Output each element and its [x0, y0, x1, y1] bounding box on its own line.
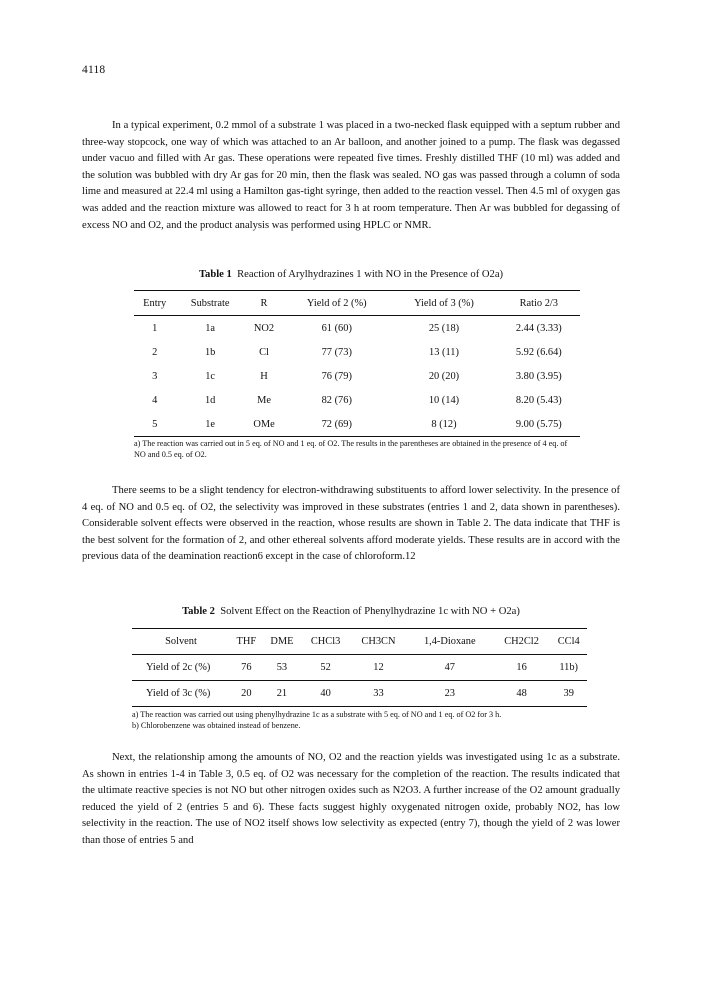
table-cell: 72 (69): [283, 412, 390, 437]
table-cell: 2.44 (3.33): [515, 322, 562, 334]
table-2-col-ch3cn: CH3CN: [350, 629, 407, 655]
table-cell: 82 (76): [321, 394, 352, 406]
table-1: [134, 290, 580, 437]
table-cell: Me: [257, 394, 271, 406]
table-cell: 39: [550, 681, 587, 707]
table-1-col-yield-2: Yield of 2 (%): [283, 291, 390, 316]
table-1-col-r: R: [245, 291, 283, 316]
table-cell: Yield of 3c (%): [132, 681, 230, 707]
paragraph-2: There seems to be a slight tendency for electron-withdrawing substituents to afford lower selectivity. In the presence of 4 eq. of NO and 0.5 eq. of O2, the selectivity was improved in these substrates (entries 1 and 2, data shown in parentheses). Considerable solvent effects were observed in the reaction, whose results are shown in Table 2. The data indicate that THF is the best solvent for the formation of 2, and other ethereal solvents afford moderate yields. These results are in accord with the previous data of the deamination reaction6 except in the case of chloroform.12: [82, 485, 620, 563]
table-cell: 12: [350, 655, 407, 681]
table-cell: 16: [493, 655, 551, 681]
table-cell: 1d: [204, 394, 216, 406]
table-1-footnote: a) The reaction was carried out in 5 eq. of NO and 1 eq. of O2. The results in the parentheses are obtained in the presence of 4 eq. of NO and 0.5 eq. of O2.: [134, 439, 568, 459]
table-cell: 76: [230, 655, 263, 681]
table-2-caption: Table 2 Solvent Effect on the Reaction of Phenylhydrazine 1c with NO + O2a): [182, 606, 520, 617]
table-cell: 1c: [205, 370, 216, 382]
table-cell: 5: [134, 412, 175, 437]
table-1-col-yield-3: Yield of 3 (%): [390, 291, 497, 316]
table-1-col-substrate: Substrate: [175, 291, 244, 316]
table-row: [134, 388, 580, 412]
table-cell: 4: [152, 394, 158, 406]
table-cell: Cl: [259, 346, 269, 358]
table-cell: 20 (20): [428, 370, 460, 382]
table-cell: 1e: [175, 412, 244, 437]
table-row: [134, 340, 580, 364]
table-cell: 5.92 (6.64): [515, 346, 562, 358]
table-1-col-ratio: Ratio 2/3: [498, 291, 580, 316]
table-1-header-row: [134, 291, 580, 316]
table-cell: NO2: [253, 322, 275, 334]
table-2: [132, 628, 587, 707]
table-cell: 53: [263, 655, 301, 681]
table-row: [132, 681, 587, 707]
table-cell: OMe: [245, 412, 283, 437]
table-cell: 48: [493, 681, 551, 707]
table-cell: 10 (14): [428, 394, 460, 406]
table-2-col-chcl3: CHCl3: [301, 629, 350, 655]
table-cell: 3: [152, 370, 158, 382]
table-cell: 76 (79): [321, 370, 352, 382]
table-1-col-entry: Entry: [134, 291, 175, 316]
table-cell: 8 (12): [390, 412, 497, 437]
paragraph-3: Next, the relationship among the amounts of NO, O2 and the reaction yields was investigated using 1c as a substrate. As shown in entries 1-4 in Table 3, 0.5 eq. of O2 was necessary for the completion of the reaction. The results indicated that the ultimate reactive species is not NO but other nitrogen oxides such as N2O3. A further increase of the O2 amount gradually reduced the yield of 2 (entries 5 and 6). These facts suggest highly oxygenated nitrogen oxide, probably NO2, has low selectivity in the reaction. The use of NO2 itself shows low selectivity as expected (entry 7), though the yield of 2 was lower than those of entries 5 and: [82, 752, 620, 846]
table-row: [132, 655, 587, 681]
table-cell: 20: [230, 681, 263, 707]
table-cell: 1: [152, 322, 158, 334]
table-cell: 1b: [204, 346, 216, 358]
table-cell: 77 (73): [321, 346, 352, 358]
table-2-col-dioxane: 1,4-Dioxane: [407, 629, 493, 655]
table-cell: 11b): [550, 655, 587, 681]
table-1-caption: Table 1 Reaction of Arylhydrazines 1 with NO in the Presence of O2a): [198, 269, 504, 280]
table-row: [134, 364, 580, 388]
table-cell: 8.20 (5.43): [515, 394, 562, 406]
table-cell: H: [260, 370, 268, 382]
table-cell: 13 (11): [429, 346, 459, 358]
table-2-col-solvent: Solvent: [132, 629, 230, 655]
table-cell: 3.80 (3.95): [515, 370, 562, 382]
table-cell: 33: [350, 681, 407, 707]
table-cell: 52: [301, 655, 350, 681]
table-row: [134, 412, 580, 437]
table-2-footnote-b: b) Chlorobenzene was obtained instead of benzene.: [132, 721, 301, 730]
table-cell: 21: [263, 681, 301, 707]
page-number: 4118: [82, 64, 106, 76]
table-2-header-row: [132, 629, 587, 655]
table-row: [134, 316, 580, 341]
table-cell: 61 (60): [321, 322, 352, 334]
table-2-col-ccl4: CCl4: [550, 629, 587, 655]
table-cell: 40: [301, 681, 350, 707]
table-cell: 25 (18): [428, 322, 460, 334]
table-2-col-thf: THF: [230, 629, 263, 655]
table-cell: Yield of 2c (%): [132, 655, 230, 681]
table-2-col-ch2cl2: CH2Cl2: [493, 629, 551, 655]
table-cell: 2: [152, 346, 158, 358]
table-cell: 23: [407, 681, 493, 707]
table-2-footnote-a: a) The reaction was carried out using phenylhydrazine 1c as a substrate with 5 eq. of NO and 1 eq. of O2 for 3 h.: [132, 710, 502, 719]
table-cell: 9.00 (5.75): [498, 412, 580, 437]
paragraph-1: In a typical experiment, 0.2 mmol of a substrate 1 was placed in a two-necked flask equipped with a septum rubber and three-way stopcock, one way of which was attached to an Ar balloon, and another joined to a pump. The flask was degassed under vacuo and filled with Ar gas. These operations were repeated five times. Freshly distilled THF (10 ml) was added and the solution was bubbled with dry Ar gas for 20 min, then the flask was sealed. NO gas was passed through a column of soda lime and measured at 22.4 ml using a Hamilton gas-tight syringe, then added to the reaction vessel. Then 4.5 ml of oxygen gas was added and the reaction mixture was allowed to react for 3 h at room temperature. Then Ar was bubbled for degassing of excess NO and O2, and the product analysis was performed using HPLC or NMR.: [82, 120, 620, 231]
table-cell: 1a: [205, 322, 216, 334]
table-cell: 47: [407, 655, 493, 681]
table-2-col-dme: DME: [263, 629, 301, 655]
